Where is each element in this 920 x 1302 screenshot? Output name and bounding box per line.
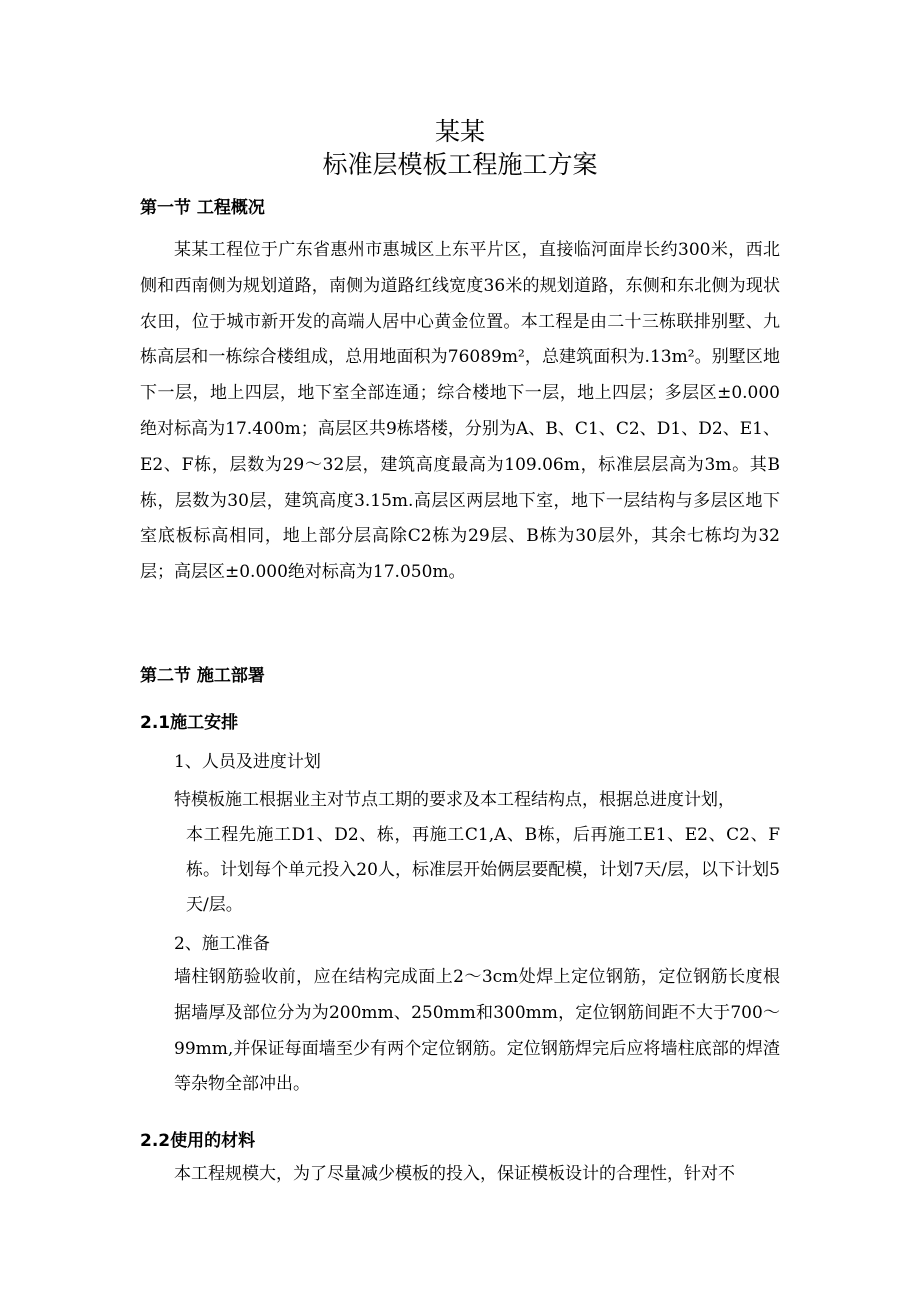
section1-paragraph-text: 某某工程位于广东省惠州市惠城区上东平片区，直接临河面岸长约300米，西北侧和西南侧为规划道路，南侧为道路红线宽度36米的规划道路，东侧和东北侧为现状农田，位于城市新开发的高端人居中心黄金位置。本工程是由二十三栋联排别墅、九栋高层和一栋综合楼组成，总用地面积为76089m²，总建筑面积为.13m²。别墅区地下一层，地上四层，地下室全部连通；综合楼地下一层，地上四层；多层区±0.000绝对标高为17.400m；高层区共9栋塔楼，分别为A、B、C1、C2、D1、D2、E1、E2、F栋，层数为29～32层，建筑高度最高为109.06m，标准层层高为3m。其B栋，层数为30层，建筑高度3.15m.高层区两层地下室，地下一层结构与多层区地下室底板标高相同，地上部分层高除C2栋为29层、B栋为30层外，其余七栋均为32层；高层区±0.000绝对标高为17.050m。 — [140, 240, 780, 583]
item2-paragraph-text: 墙柱钢筋验收前，应在结构完成面上2～3cm处焊上定位钢筋，定位钢筋长度根据墙厚及部位分为为200mm、250mm和300mm，定位钢筋间距不大于700～99mm,并保证每面墙至少有两个定位钢筋。定位钢筋焊完后应将墙柱底部的焊渣等杂物全部冲出。 — [174, 967, 780, 1095]
item1-paragraph-rest: 本工程先施工D1、D2、栋，再施工C1,A、B栋，后再施工E1、E2、C2、F栋。计划每个单元投入20人，标准层开始俩层要配模，计划7天/层，以下计划5天/层。 — [186, 825, 780, 915]
doc-title-line1: 某某 — [434, 117, 485, 146]
section22-paragraph-text: 本工程规模大，为了尽量减少模板的投入，保证模板设计的合理性，针对不 — [174, 1164, 735, 1184]
item1-paragraph-line1: 特模板施工根据业主对节点工期的要求及本工程结构点，根据总进度计划， — [174, 790, 735, 810]
subsection-2-1-heading: 2.1施工安排 — [140, 713, 239, 733]
item1-label: 1、人员及进度计划 — [174, 752, 321, 772]
doc-title-line2: 标准层模板工程施工方案 — [322, 150, 598, 179]
section1-paragraph — [140, 233, 780, 591]
section2-heading: 第二节 施工部署 — [140, 666, 265, 686]
section1-heading: 第一节 工程概况 — [140, 198, 265, 218]
item2-paragraph — [174, 960, 780, 1103]
section22-paragraph — [140, 1157, 780, 1193]
item1-paragraph — [174, 783, 780, 923]
subsection-2-2-heading: 2.2使用的材料 — [140, 1131, 256, 1151]
item2-label: 2、施工准备 — [174, 934, 270, 954]
